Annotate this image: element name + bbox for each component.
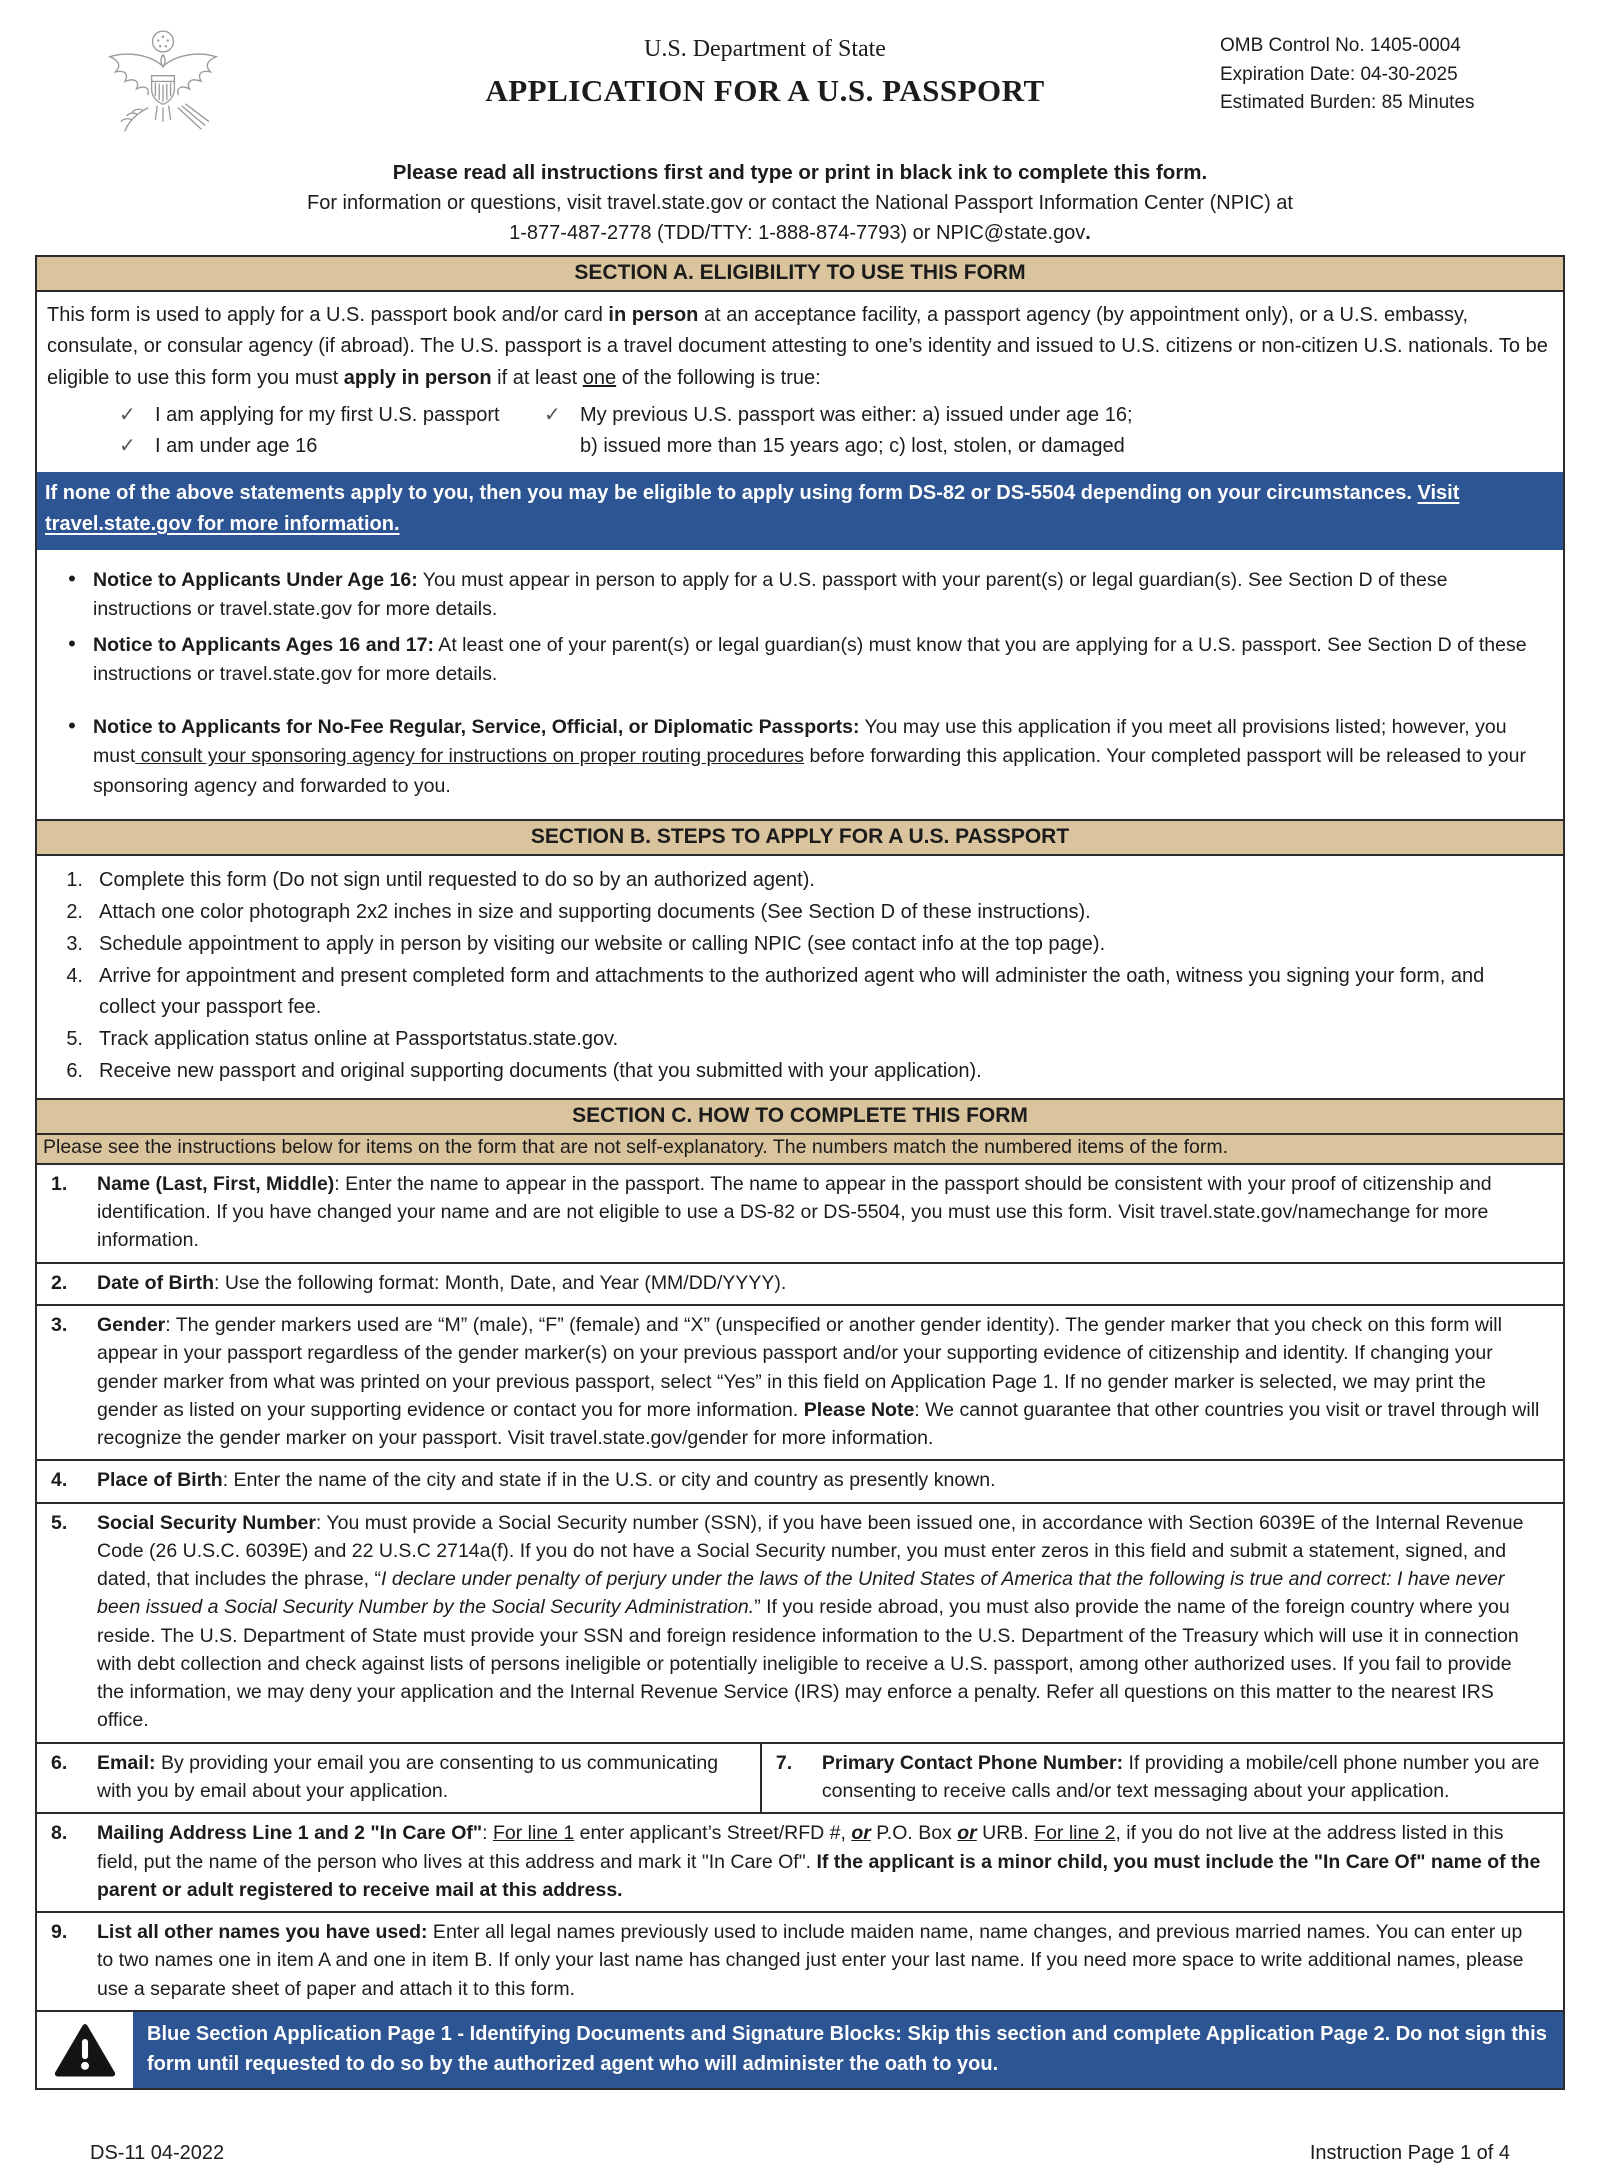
instruction-item-gender bbox=[37, 1304, 1563, 1459]
warning-triangle-icon bbox=[37, 2012, 133, 2088]
warning-banner-text: Blue Section Application Page 1 - Identifying Documents and Signature Blocks: Skip this section and complete Application Page 2. Do not sign this form until requested to do so by the authorized agent who will administer the oath to you. bbox=[133, 2012, 1563, 2088]
form-body bbox=[35, 255, 1565, 2090]
step-item bbox=[37, 961, 1563, 1023]
step-text: Arrive for appointment and present completed form and attachments to the authorized agent who will administer the oath, witness you signing your form, and collect your passport fee. bbox=[99, 964, 1485, 1018]
check-icon: ✓ bbox=[119, 404, 136, 427]
item-text: Email: By providing your email you are consenting to us communicating with you by email about your application. bbox=[97, 1751, 719, 1802]
step-item bbox=[37, 865, 1563, 896]
step-number: 3. bbox=[66, 932, 83, 955]
section-c-header: SECTION C. HOW TO COMPLETE THIS FORM bbox=[37, 1098, 1563, 1135]
item-text: List all other names you have used: Enter all legal names previously used to include maiden name, name changes, and previous married names. You can enter up to two names one in item A and one in item B. If only your last name has changed just enter your last name. If you need more space to write additional names, please use a separate sheet of paper and attach it to this form. bbox=[97, 1921, 1524, 2000]
bullet-icon: • bbox=[68, 566, 76, 592]
item-number: 4. bbox=[51, 1469, 68, 1492]
checklist-right-column bbox=[544, 400, 1140, 462]
item-number: 7. bbox=[775, 1751, 793, 1774]
notice-text: Notice to Applicants Under Age 16: You must appear in person to apply for a U.S. passport with your parent(s) or legal guardian(s). See Section D of these instructions or travel.state.gov for more details. bbox=[93, 569, 1448, 621]
checklist-item-text: I am under age 16 bbox=[155, 435, 318, 458]
agency-name: U.S. Department of State bbox=[644, 36, 886, 62]
step-item bbox=[37, 897, 1563, 928]
instruction-item-mailing-address bbox=[37, 1812, 1563, 1911]
item-text: Place of Birth: Enter the name of the city and state if in the U.S. or city and country as presently known. bbox=[97, 1469, 996, 1492]
notice-text: Notice to Applicants Ages 16 and 17: At least one of your parent(s) or legal guardian(s) must know that you are applying for a U.S. passport. See Section D of these instructions or travel.state.gov for more details. bbox=[93, 633, 1527, 685]
notice-ages-16-17 bbox=[51, 631, 1549, 690]
section-b-header: SECTION B. STEPS TO APPLY FOR A U.S. PASSPORT bbox=[37, 819, 1563, 856]
form-header bbox=[35, 18, 1565, 157]
omb-control-number: OMB Control No. 1405-0004 bbox=[1220, 35, 1461, 56]
omb-block bbox=[1220, 18, 1565, 118]
checklist-item-text: My previous U.S. passport was either: a) issued under age 16; b) issued more than 15 years ago; c) lost, stolen, or damaged bbox=[580, 404, 1133, 458]
instruction-item-place-of-birth bbox=[37, 1459, 1563, 1501]
item-text: Mailing Address Line 1 and 2 "In Care Of": For line 1 enter applicant’s Street/RFD #, or P.O. Box or URB. For line 2, if you do not live at the address listed in this field, put the name of the person who lives at this address and mark it "In Care Of". If the applicant is a minor child, you must include the "In Care Of" name of the parent or adult registered to receive mail at this address. bbox=[97, 1822, 1541, 1901]
instruction-item-email-phone-row bbox=[37, 1742, 1563, 1813]
step-item bbox=[37, 929, 1563, 960]
instruction-item-ssn bbox=[37, 1502, 1563, 1742]
step-number: 4. bbox=[66, 964, 83, 987]
item-number: 3. bbox=[51, 1313, 68, 1336]
item-number: 5. bbox=[51, 1511, 68, 1534]
omb-expiration-date: Expiration Date: 04-30-2025 bbox=[1220, 63, 1458, 85]
item-number: 9. bbox=[51, 1921, 68, 1944]
section-a-content bbox=[37, 292, 1563, 472]
item-text: Date of Birth: Use the following format: Month, Date, and Year (MM/DD/YYYY). bbox=[97, 1271, 787, 1294]
item-text: Name (Last, First, Middle): Enter the name to appear in the passport. The name to appear in the passport should be consistent with your proof of citizenship and identification. If you have changed your name and are not eligible to use a DS-82 or DS-5504, you must use this form. Visit travel.state.gov/namechange for more information. bbox=[97, 1172, 1492, 1252]
check-icon: ✓ bbox=[119, 435, 136, 458]
step-text: Attach one color photograph 2x2 inches in size and supporting documents (See Section D of these instructions). bbox=[99, 900, 1091, 923]
instruction-item-phone bbox=[762, 1744, 1563, 1813]
page-footer bbox=[90, 2142, 1510, 2165]
instruction-item-date-of-birth bbox=[37, 1262, 1563, 1304]
item-text: Gender: The gender markers used are “M” (male), “F” (female) and “X” (unspecified or another gender identity). The gender marker that you check on this form will appear in your passport regardless of the gender marker(s) on your previous passport and/or your supporting evidence of citizenship and identity. If changing your gender marker from what was printed on your previous passport, select “Yes” in this field on Application Page 1. If no gender marker is selected, we may print the gender as listed on your supporting evidence or contact you for more information. Please Note: We cannot guarantee that other countries you visit or travel through will recognize the gender marker on your passport. Visit travel.state.gov/gender for more information. bbox=[97, 1313, 1540, 1450]
omb-estimated-burden: Estimated Burden: 85 Minutes bbox=[1220, 92, 1475, 113]
application-steps-list bbox=[37, 856, 1563, 1098]
step-text: Track application status online at Passportstatus.state.gov. bbox=[99, 1027, 619, 1050]
notice-under-age-16 bbox=[51, 566, 1549, 625]
page-number: Instruction Page 1 of 4 bbox=[1309, 2141, 1510, 2164]
notice-text: Notice to Applicants for No-Fee Regular, Service, Official, or Diplomatic Passports: You may use this application if you meet all provisions listed; however, you must consult your sponsoring agency for instructions on proper routing procedures before forwarding this application. Your completed passport will be released to your sponsoring agency and forwarded to you. bbox=[93, 716, 1526, 797]
step-item bbox=[37, 1024, 1563, 1055]
section-a-intro-paragraph: This form is used to apply for a U.S. passport book and/or card in person at an acceptance facility, a passport agency (by appointment only), or a U.S. embassy, consulate, or consular agency (if abroad). The U.S. passport is a travel document attesting to one’s identity and issued to U.S. citizens or non-citizen U.S. nationals. To be eligible to use this form you must apply in person if at least one of the following is true: bbox=[47, 304, 1548, 389]
blue-section-warning-row bbox=[37, 2010, 1563, 2088]
item-text: Social Security Number: You must provide a Social Security number (SSN), if you have been issued one, in accordance with Section 6039E of the Internal Revenue Code (26 U.S.C. 6039E) and 22 U.S.C 2714a(f). If you do not have a Social Security number, you must enter zeros in this field and submit a statement, signed, and dated, that includes the phrase, “I declare under penalty of perjury under the laws of the United States of America that the following is true and correct: I have never been issued a Social Security Number by the Social Security Administration.” If you reside abroad, you must also provide the name of the foreign country where you reside. The U.S. Department of State must provide your SSN and foreign residence information to the U.S. Department of the Treasury which will use it in connection with debt collection and check against lists of persons ineligible or potentially ineligible to receive a U.S. passport, among other authorized uses. If you fail to provide the information, we may deny your application and the Internal Revenue Service (IRS) may enforce a penalty. Refer all questions on this matter to the nearest IRS office. bbox=[97, 1511, 1524, 1732]
read-instructions-notice: Please read all instructions first and type or print in black ink to complete this form. bbox=[392, 161, 1208, 184]
section-a-header: SECTION A. ELIGIBILITY TO USE THIS FORM bbox=[37, 257, 1563, 292]
checklist-left-column bbox=[119, 400, 544, 462]
page-title: APPLICATION FOR A U.S. PASSPORT bbox=[485, 73, 1045, 108]
step-number: 6. bbox=[66, 1059, 83, 1082]
checklist-item bbox=[119, 431, 544, 462]
form-number: DS-11 04-2022 bbox=[90, 2141, 225, 2164]
contact-phone-line: 1-877-487-2778 (TDD/TTY: 1-888-874-7793) or NPIC@state.gov. bbox=[509, 222, 1091, 244]
bullet-icon: • bbox=[68, 630, 76, 656]
contact-info-line: For information or questions, visit travel.state.gov or contact the National Passport Information Center (NPIC) at bbox=[307, 192, 1293, 214]
instruction-item-other-names bbox=[37, 1911, 1563, 2010]
step-text: Receive new passport and original supporting documents (that you submitted with your application). bbox=[99, 1059, 982, 1082]
great-seal-icon bbox=[35, 18, 310, 157]
step-text: Schedule appointment to apply in person by visiting our website or calling NPIC (see contact info at the top page). bbox=[99, 932, 1106, 955]
checklist-item bbox=[544, 400, 1140, 462]
check-icon: ✓ bbox=[544, 404, 561, 427]
ds82-ds5504-eligibility-banner: If none of the above statements apply to you, then you may be eligible to apply using form DS-82 or DS-5504 depending on your circumstances. Visit travel.state.gov for more information. bbox=[37, 472, 1563, 550]
step-item bbox=[37, 1056, 1563, 1087]
item-number: 1. bbox=[51, 1172, 68, 1195]
step-number: 1. bbox=[66, 868, 83, 891]
bullet-icon: • bbox=[68, 713, 76, 739]
instruction-item-email bbox=[37, 1744, 762, 1813]
instruction-item-name bbox=[37, 1163, 1563, 1262]
item-number: 6. bbox=[51, 1751, 68, 1774]
eligibility-checklist bbox=[119, 400, 1553, 462]
item-number: 8. bbox=[51, 1822, 68, 1845]
item-number: 2. bbox=[51, 1271, 68, 1294]
notice-no-fee-passports bbox=[51, 713, 1549, 801]
checklist-item bbox=[119, 400, 544, 431]
step-number: 2. bbox=[66, 900, 83, 923]
item-text: Primary Contact Phone Number: If providing a mobile/cell phone number you are consenting to receive calls and/or text messaging about your application. bbox=[821, 1751, 1540, 1802]
checklist-item-text: I am applying for my first U.S. passport bbox=[155, 404, 500, 427]
step-number: 5. bbox=[66, 1027, 83, 1050]
section-c-subtitle: Please see the instructions below for items on the form that are not self-explanatory. The numbers match the numbered items of the form. bbox=[37, 1135, 1563, 1163]
step-text: Complete this form (Do not sign until requested to do so by an authorized agent). bbox=[99, 868, 815, 891]
applicant-notices bbox=[37, 550, 1563, 819]
